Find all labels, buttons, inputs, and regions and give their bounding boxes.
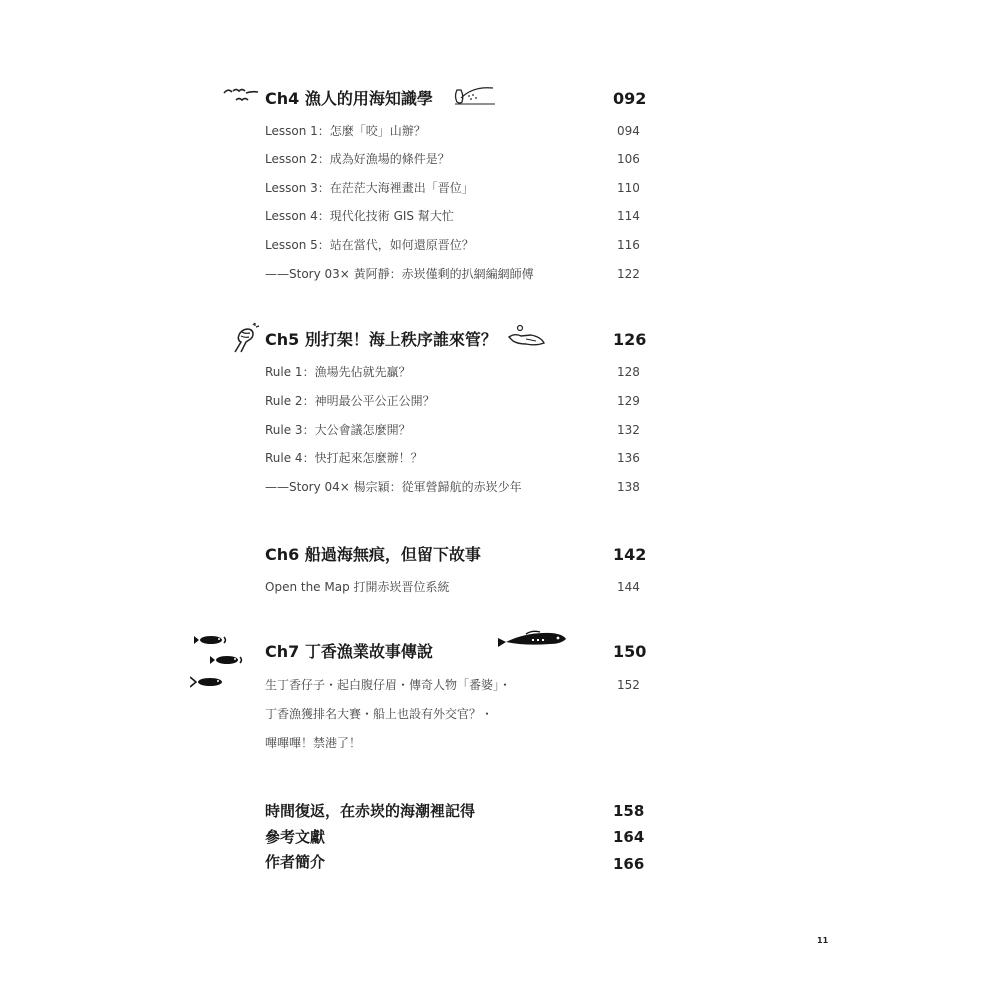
page-number: 110 [617, 181, 640, 195]
chapter-title: Ch4 漁人的用海知識學 [265, 89, 433, 108]
page-number: 132 [617, 423, 640, 437]
chapter-title: Ch7 丁香漁業故事傳說 [265, 642, 433, 661]
entry-label: ——Story 04× 楊宗穎：從軍營歸航的赤崁少年 [265, 480, 522, 494]
page-number: 142 [613, 545, 647, 564]
fish-school-icon [190, 632, 250, 692]
page-number: 092 [613, 89, 647, 108]
toc-entry-continuation: 丁香漁獲排名大賽・船上也設有外交官？・ [265, 707, 494, 721]
page-number: 158 [613, 802, 645, 820]
fish-icon [496, 628, 568, 650]
page-number: 152 [617, 678, 640, 692]
hand-dive-icon [506, 323, 546, 349]
page-number: 116 [617, 238, 640, 252]
page-number: 144 [617, 580, 640, 594]
toc-back-matter-references[interactable] [265, 826, 643, 847]
page-number: 166 [613, 855, 645, 873]
toc-chapter-6[interactable] [265, 542, 647, 565]
page-number: 150 [613, 642, 647, 661]
entry-label: Rule 3：大公會議怎麼開？ [265, 423, 411, 437]
page-number: 094 [617, 124, 640, 138]
entry-label: 時間復返，在赤崁的海潮裡記得 [265, 802, 476, 820]
chapter-title: Ch6 船過海無痕，但留下故事 [265, 545, 481, 564]
toc-entry[interactable] [265, 179, 643, 196]
page-number: 164 [613, 828, 645, 846]
toc-entry[interactable] [265, 676, 643, 693]
toc-entry[interactable] [265, 150, 643, 167]
toc-entry[interactable] [265, 449, 643, 466]
toc-entry[interactable] [265, 421, 643, 438]
toc-entry[interactable] [265, 363, 643, 380]
entry-label: Rule 1：漁場先佔就先贏？ [265, 365, 411, 379]
page-number: 122 [617, 267, 640, 281]
page-number: 114 [617, 209, 640, 223]
entry-label: Open the Map 打開赤崁晋位系統 [265, 580, 450, 594]
toc-entry[interactable] [265, 207, 643, 224]
toc-entry[interactable] [265, 578, 643, 595]
hand-scoop-icon [451, 84, 497, 108]
entry-label: Lesson 5：站在當代，如何還原晋位？ [265, 238, 474, 252]
page-number: 128 [617, 365, 640, 379]
page-number: 138 [617, 480, 640, 494]
toc-entry[interactable] [265, 236, 643, 253]
entry-label: 作者簡介 [265, 853, 326, 871]
entry-label: ——Story 03× 黃阿靜：赤崁僅剩的扒網編網師傅 [265, 267, 534, 281]
entry-label: Rule 4：快打起來怎麼辦！？ [265, 451, 423, 465]
toc-entry[interactable] [265, 478, 643, 495]
entry-label: Lesson 4：現代化技術 GIS 幫大忙 [265, 209, 454, 223]
toc-back-matter-author[interactable] [265, 851, 643, 873]
birds-icon [222, 85, 262, 107]
entry-label: Lesson 2：成為好漁場的條件是？ [265, 152, 450, 166]
toc-entry[interactable] [265, 122, 643, 139]
page-number: 129 [617, 394, 640, 408]
toc-chapter-5[interactable] [265, 327, 647, 350]
folio-page-number: 11 [817, 936, 829, 945]
page-number: 106 [617, 152, 640, 166]
entry-label: Lesson 3：在茫茫大海裡畫出「晋位」 [265, 181, 474, 195]
chapter-title: Ch5 別打架！海上秩序誰來管？ [265, 330, 497, 349]
page-number: 136 [617, 451, 640, 465]
toc-chapter-7[interactable] [265, 639, 647, 662]
fist-icon [229, 322, 261, 354]
entry-label: Rule 2：神明最公平公正公開？ [265, 394, 435, 408]
page-number: 126 [613, 330, 647, 349]
entry-label: Lesson 1：怎麼「咬」山辦？ [265, 124, 426, 138]
toc-entry-continuation: 嗶嗶嗶！禁港了！ [265, 736, 362, 750]
toc-entry[interactable] [265, 392, 643, 409]
toc-back-matter-epilogue[interactable] [265, 800, 643, 821]
entry-label: 參考文獻 [265, 828, 326, 846]
entry-label: 生丁香仔子・起白腹仔眉・傳奇人物「番婆」・ [265, 678, 512, 692]
toc-entry[interactable] [265, 265, 643, 282]
